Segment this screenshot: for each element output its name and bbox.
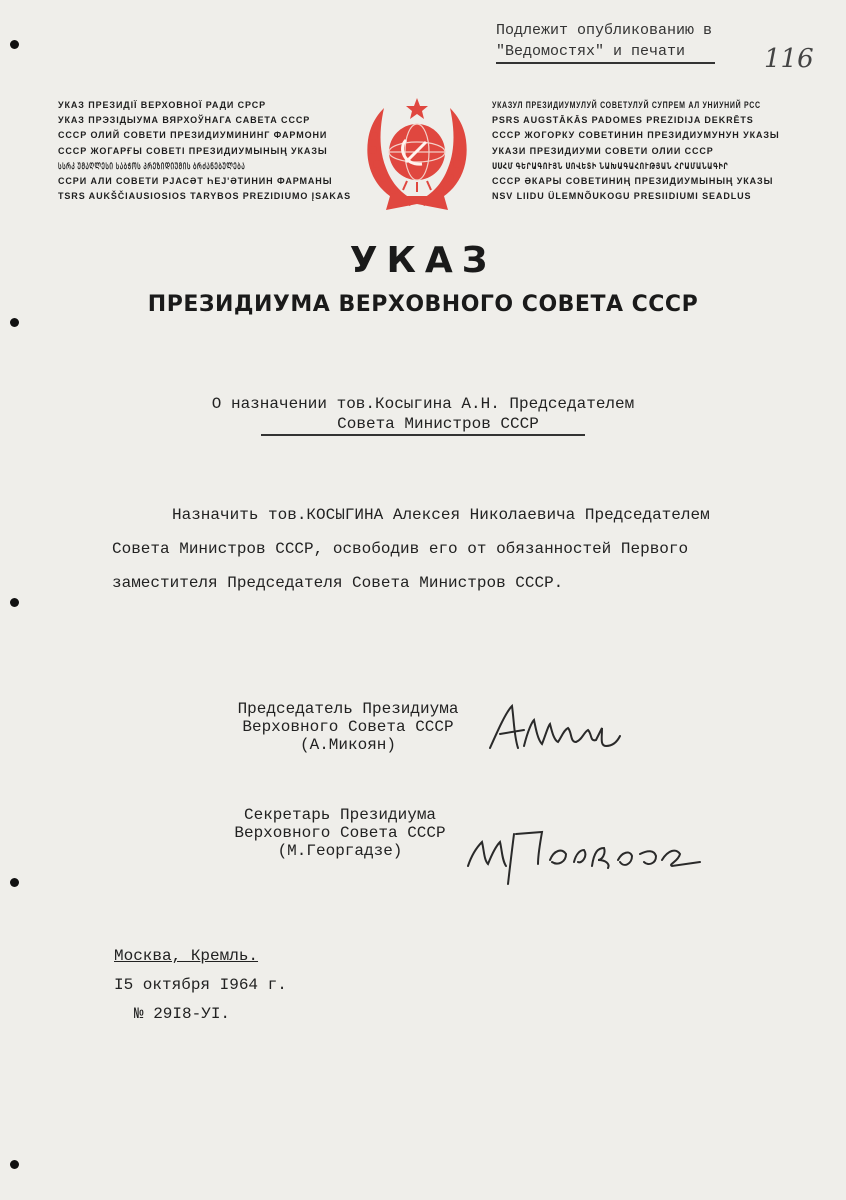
signatory-secretary bbox=[210, 806, 470, 860]
signatory-chairman bbox=[218, 700, 478, 754]
header-right-line: ՍՍՀՄ ԳԵՐԱԳՈՒՅՆ ՍՈՎԵՏԻ ՆԱԽԱԳԱՀՈՒԹՅԱՆ ՀՐԱՄԱՆԱԳԻՐ bbox=[492, 160, 729, 171]
signatory-title: Председатель Президиума bbox=[237, 700, 459, 718]
decree-subtitle: ПРЕЗИДИУМА ВЕРХОВНОГО СОВЕТА СССР bbox=[147, 292, 699, 317]
decree-place: Москва, Кремль. bbox=[114, 947, 259, 965]
signature-mikoyan bbox=[484, 700, 634, 760]
header-right-line: УКАЗИ ПРЕЗИДИУМИ СОВЕТИ ОЛИИ СССР bbox=[492, 145, 714, 156]
binder-hole bbox=[10, 878, 19, 887]
header-right-line: NSV LIIDU ÜLEMNÕUKOGU PRESIIDIUMI SEADLUS bbox=[492, 191, 752, 202]
binder-hole bbox=[10, 318, 19, 327]
header-left-line: TSRS AUKŠČIAUSIOSIOS TARYBOS PREZIDIUMO ĮSAKAS bbox=[58, 191, 352, 202]
header-right bbox=[492, 98, 837, 204]
body-line: Назначить тов.КОСЫГИНА Алексея Николаевича Председателем bbox=[172, 506, 710, 524]
header-right-line: СССР ӘКАРЫ СОВЕТИНИҢ ПРЕЗИДИУМЫНЫҢ УКАЗЫ bbox=[492, 176, 774, 187]
handwritten-number: 116 bbox=[764, 44, 814, 74]
header-right-line: СССР ЖОГОРКУ СОВЕТИНИН ПРЕЗИДИУМУНУН УКАЗЫ bbox=[492, 130, 780, 141]
signatory-body: Верховного Совета СССР bbox=[242, 718, 454, 736]
binder-hole bbox=[10, 1160, 19, 1169]
decree-body bbox=[112, 498, 792, 600]
header-left bbox=[58, 98, 360, 204]
signatory-body: Верховного Совета СССР bbox=[234, 824, 446, 842]
publication-note-line1: Подлежит опубликованию в bbox=[496, 22, 713, 39]
publication-note-line2: "Ведомостях" и печати bbox=[496, 41, 715, 64]
signature-georgadze bbox=[462, 820, 712, 890]
body-line: Совета Министров СССР, освободив его от обязанностей Первого bbox=[112, 540, 689, 558]
body-line: заместителя Председателя Совета Министров СССР. bbox=[112, 574, 564, 592]
binder-hole bbox=[10, 40, 19, 49]
ussr-emblem-icon bbox=[360, 96, 474, 214]
decree-subject bbox=[0, 394, 846, 436]
header-left-line: СССР ОЛИЙ СОВЕТИ ПРЕЗИДИУМИНИНГ ФАРМОНИ bbox=[58, 130, 328, 141]
header-left-line: ᲡᲡᲠᲙ ᲣᲛᲐᲦᲚᲔᲡᲘ ᲡᲐᲑᲭᲝᲡ ᲞᲠᲔᲖᲘᲓᲘᲣᲛᲘᲡ ᲑᲠᲫᲐᲜᲔᲑᲣᲚᲔᲑᲐ bbox=[58, 160, 246, 171]
header-left-line: СССР ЖОГАРҒЫ СОВЕТІ ПРЕЗИДИУМЫНЫҢ УКАЗЫ bbox=[58, 145, 328, 156]
publication-note bbox=[496, 20, 766, 64]
header-left-line: УКАЗ ПРЭЗІДЫУМА ВЯРХОЎНАГА САВЕТА СССР bbox=[58, 115, 311, 126]
signatory-name: (М.Георгадзе) bbox=[277, 842, 403, 860]
header-right-line: PSRS AUGSTĀKĀS PADOMES PREZIDIJA DEKRĒTS bbox=[492, 115, 754, 126]
decree-title: УКАЗ bbox=[349, 240, 497, 281]
decree-date: I5 октября I964 г. bbox=[114, 976, 287, 994]
header-left-line: ССРИ АЛИ СОВЕТИ РЈАСӘТ ҺЕЈ'ӘТИНИН ФАРМАНЫ bbox=[58, 176, 333, 187]
decree-number: № 29I8-УI. bbox=[134, 1005, 231, 1023]
header-right-line: УКАЗУЛ ПРЕЗИДИУМУЛУЙ СОВЕТУЛУЙ СУПРЕМ АЛ УНИУНИЙ РСС bbox=[492, 100, 761, 110]
subject-line1: О назначении тов.Косыгина А.Н. Председателем bbox=[211, 395, 635, 413]
header-left-line: УКАЗ ПРЕЗИДІЇ ВЕРХОВНОЇ РАДИ СРСР bbox=[58, 100, 267, 110]
signatory-title: Секретарь Президиума bbox=[243, 806, 437, 824]
signatory-name: (А.Микоян) bbox=[299, 736, 396, 754]
decree-footer bbox=[114, 942, 287, 1029]
subject-line2: Совета Министров СССР bbox=[261, 414, 585, 436]
binder-hole bbox=[10, 598, 19, 607]
